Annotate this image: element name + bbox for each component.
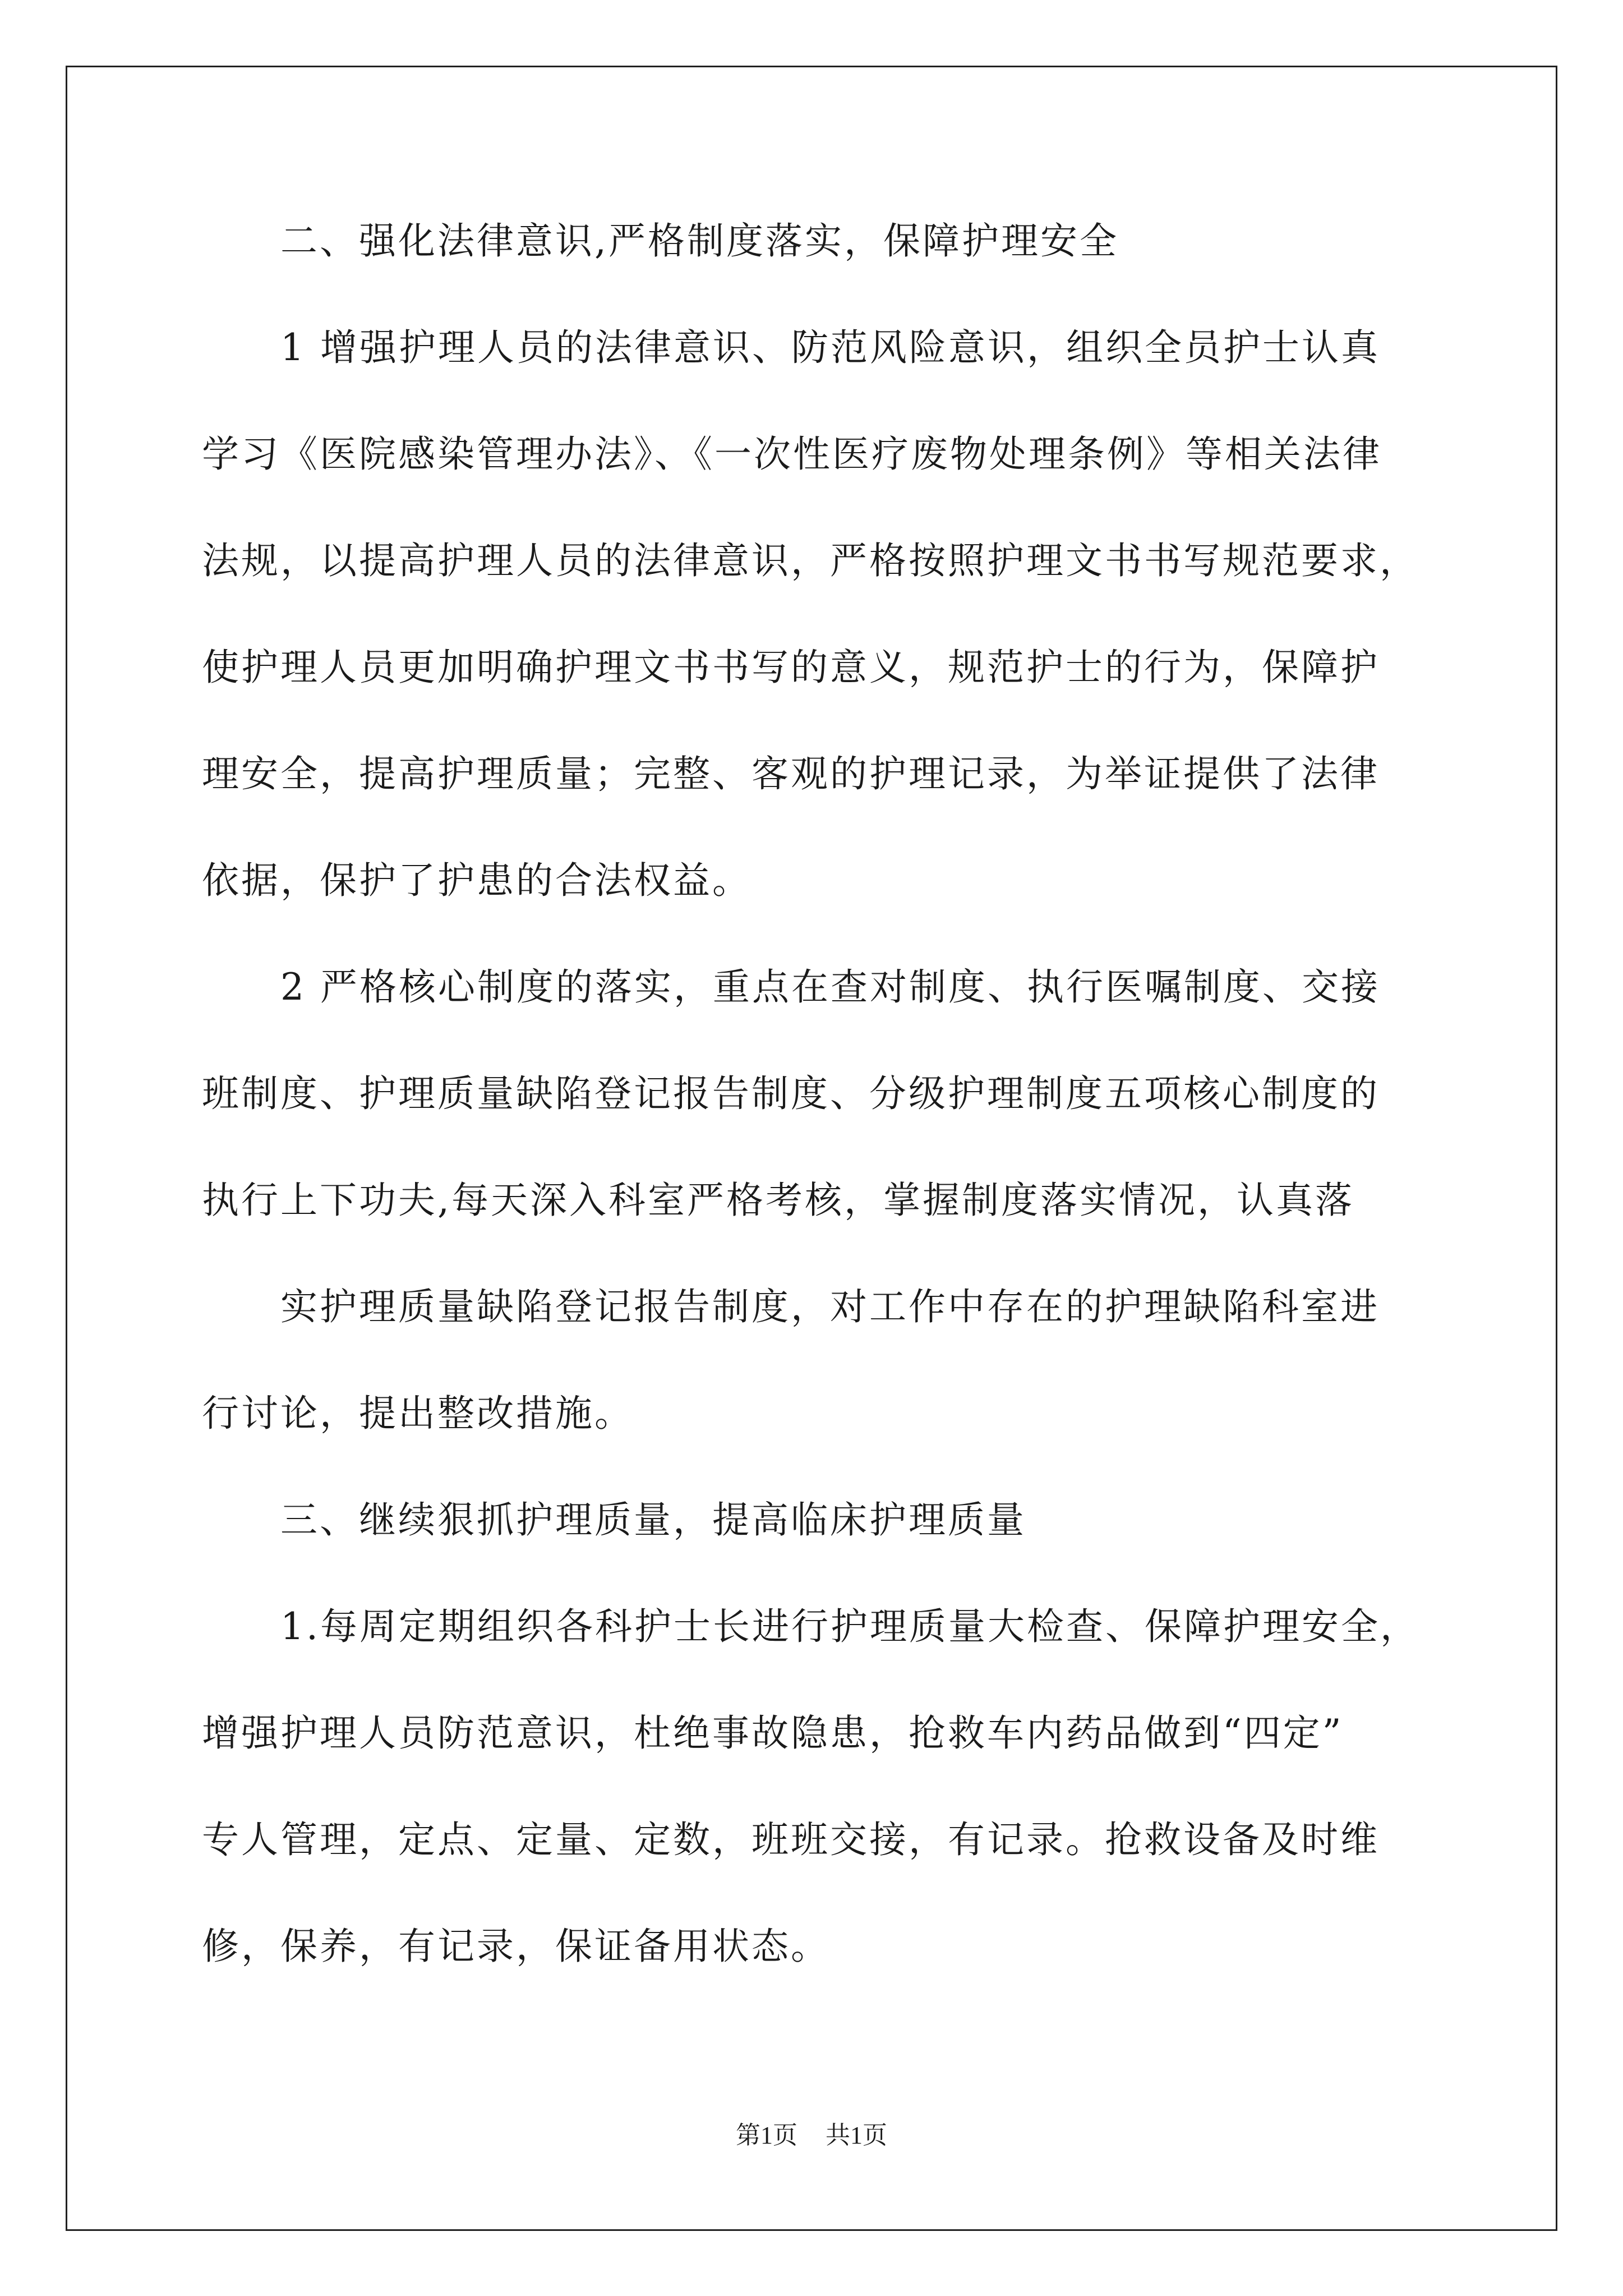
page-number-current: 第1页 bbox=[736, 2122, 797, 2149]
paragraph-line: 学习《医院感染管理办法》、《一次性医疗废物处理条例》等相关法律 bbox=[202, 432, 1382, 476]
paragraph-line: 增强护理人员防范意识，杜绝事故隐患，抢救车内药品做到“四定” bbox=[202, 1711, 1344, 1755]
paragraph-line: 执行上下功夫,每天深入科室严格考核，掌握制度落实情况，认真落 bbox=[202, 1179, 1354, 1222]
paragraph-line: 班制度、护理质量缺陷登记报告制度、分级护理制度五项核心制度的 bbox=[202, 1072, 1380, 1115]
paragraph-line: 法规，以提高护理人员的法律意识，严格按照护理文书书写规范要求， bbox=[202, 539, 1419, 582]
paragraph-line: 2 严格核心制度的落实，重点在查对制度、执行医嘱制度、交接 bbox=[280, 965, 1380, 1009]
paragraph-line: 修，保养，有记录，保证备用状态。 bbox=[202, 1925, 830, 1968]
paragraph-line: 行讨论，提出整改措施。 bbox=[202, 1392, 634, 1435]
paragraph-line: 1 增强护理人员的法律意识、防范风险意识，组织全员护士认真 bbox=[280, 326, 1380, 369]
section-heading-3: 三、继续狠抓护理质量，提高临床护理质量 bbox=[280, 1498, 1026, 1542]
page-footer bbox=[0, 2115, 1623, 2151]
paragraph-line: 依据，保护了护患的合法权益。 bbox=[202, 859, 751, 902]
paragraph-line: 使护理人员更加明确护理文书书写的意义，规范护士的行为，保障护 bbox=[202, 646, 1380, 689]
paragraph-line: 专人管理，定点、定量、定数，班班交接，有记录。抢救设备及时维 bbox=[202, 1818, 1380, 1861]
paragraph-line: 理安全，提高护理质量；完整、客观的护理记录，为举证提供了法律 bbox=[202, 752, 1380, 795]
page-border bbox=[66, 66, 1557, 2231]
paragraph-line: 1.每周定期组织各科护士长进行护理质量大检查、保障护理安全， bbox=[280, 1605, 1419, 1648]
section-heading-2: 二、强化法律意识,严格制度落实，保障护理安全 bbox=[280, 219, 1119, 263]
page-number-total: 共1页 bbox=[826, 2122, 887, 2149]
paragraph-line: 实护理质量缺陷登记报告制度，对工作中存在的护理缺陷科室进 bbox=[280, 1285, 1380, 1328]
